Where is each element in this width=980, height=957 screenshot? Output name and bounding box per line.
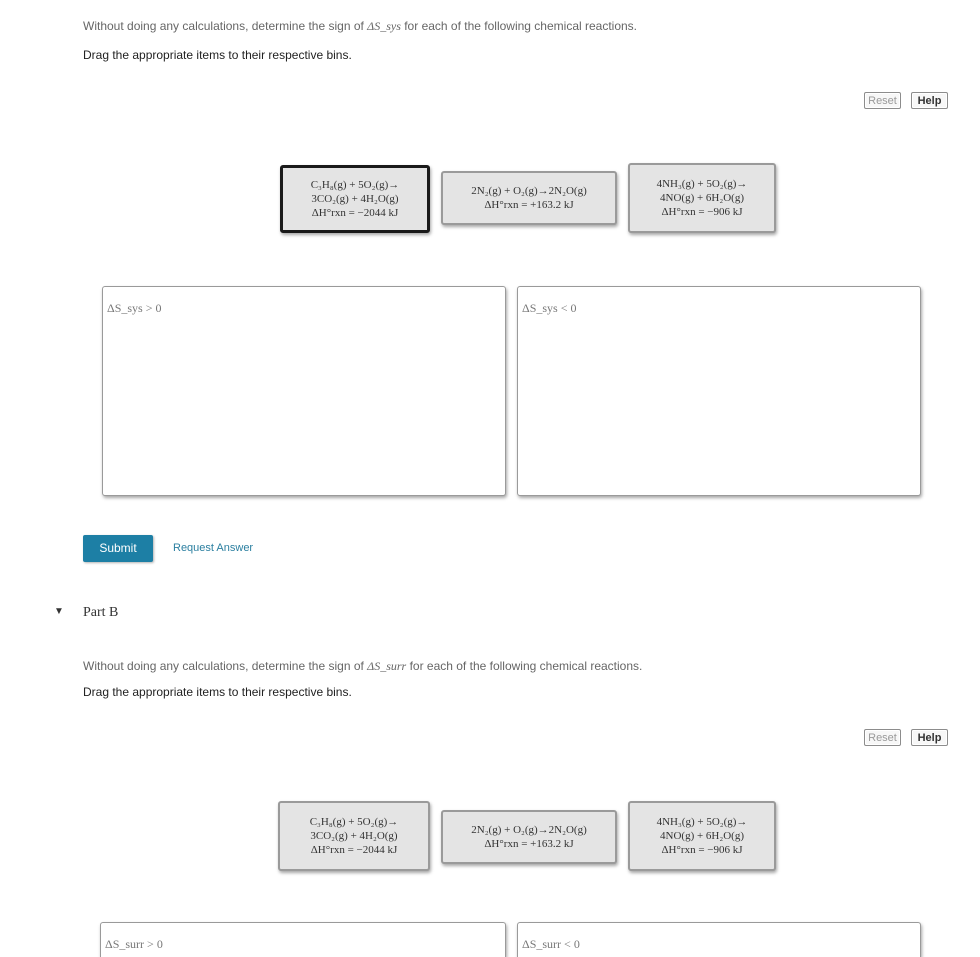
part-a-instruction: Without doing any calculations, determine the sign of ΔS_sys for each of the following chemical reactions. (83, 19, 638, 33)
part-b-reset-button[interactable]: Reset (864, 729, 901, 746)
tile-line: 2N₂(g) + O₂(g)→2N₂O(g) (471, 185, 587, 197)
tile-line: ΔH°rxn = −2044 kJ (310, 844, 398, 856)
part-a-help-button[interactable]: Help (911, 92, 948, 109)
part-b-reaction-tile-propane[interactable] (278, 801, 430, 871)
bin-label: ΔS_sys > 0 (107, 301, 162, 315)
tile-line: C₃H₈(g) + 5O₂(g)→ (309, 816, 399, 828)
part-b-drag-instruction: Drag the appropriate items to their respective bins. (83, 685, 352, 699)
part-b-instruction: Without doing any calculations, determine the sign of ΔS_surr for each of the following chemical reactions. (83, 659, 643, 673)
bin-label: ΔS_sys < 0 (522, 301, 577, 315)
part-b-reaction-tile-nitrogen[interactable] (441, 810, 617, 864)
tile-line: 4NO(g) + 6H₂O(g) (660, 830, 744, 842)
tile-line: ΔH°rxn = +163.2 kJ (484, 838, 574, 850)
tile-line: 4NO(g) + 6H₂O(g) (660, 192, 744, 204)
tile-line: ΔH°rxn = +163.2 kJ (484, 199, 574, 211)
part-a-bin-positive[interactable] (102, 286, 506, 496)
tile-line: C₃H₈(g) + 5O₂(g)→ (310, 179, 400, 191)
part-b-bin-negative[interactable] (517, 922, 921, 957)
tile-line: ΔH°rxn = −906 kJ (661, 206, 743, 218)
part-a-reaction-tile-nitrogen[interactable] (441, 171, 617, 225)
tile-line: 3CO₂(g) + 4H₂O(g) (310, 830, 398, 842)
caret-down-icon[interactable]: ▼ (54, 606, 64, 617)
submit-button[interactable]: Submit (83, 535, 153, 562)
bin-label: ΔS_surr > 0 (105, 937, 163, 951)
part-b-title[interactable]: Part B (83, 605, 119, 620)
part-b-reaction-tile-ammonia[interactable] (628, 801, 776, 871)
part-a-bin-negative[interactable] (517, 286, 921, 496)
tile-line: 4NH₃(g) + 5O₂(g)→ (656, 816, 748, 828)
request-answer-link[interactable]: Request Answer (173, 542, 254, 554)
part-b-help-button[interactable]: Help (911, 729, 948, 746)
tile-line: ΔH°rxn = −906 kJ (661, 844, 743, 856)
part-b-bin-positive[interactable] (100, 922, 506, 957)
tile-line: 2N₂(g) + O₂(g)→2N₂O(g) (471, 824, 587, 836)
part-a-reset-button[interactable]: Reset (864, 92, 901, 109)
part-a-drag-instruction: Drag the appropriate items to their respective bins. (83, 48, 352, 62)
tile-line: 3CO₂(g) + 4H₂O(g) (311, 193, 399, 205)
tile-line: 4NH₃(g) + 5O₂(g)→ (656, 178, 748, 190)
part-a-reaction-tile-ammonia[interactable] (628, 163, 776, 233)
bin-label: ΔS_surr < 0 (522, 937, 580, 951)
tile-line: ΔH°rxn = −2044 kJ (311, 207, 399, 219)
part-a-reaction-tile-propane[interactable] (280, 165, 430, 233)
